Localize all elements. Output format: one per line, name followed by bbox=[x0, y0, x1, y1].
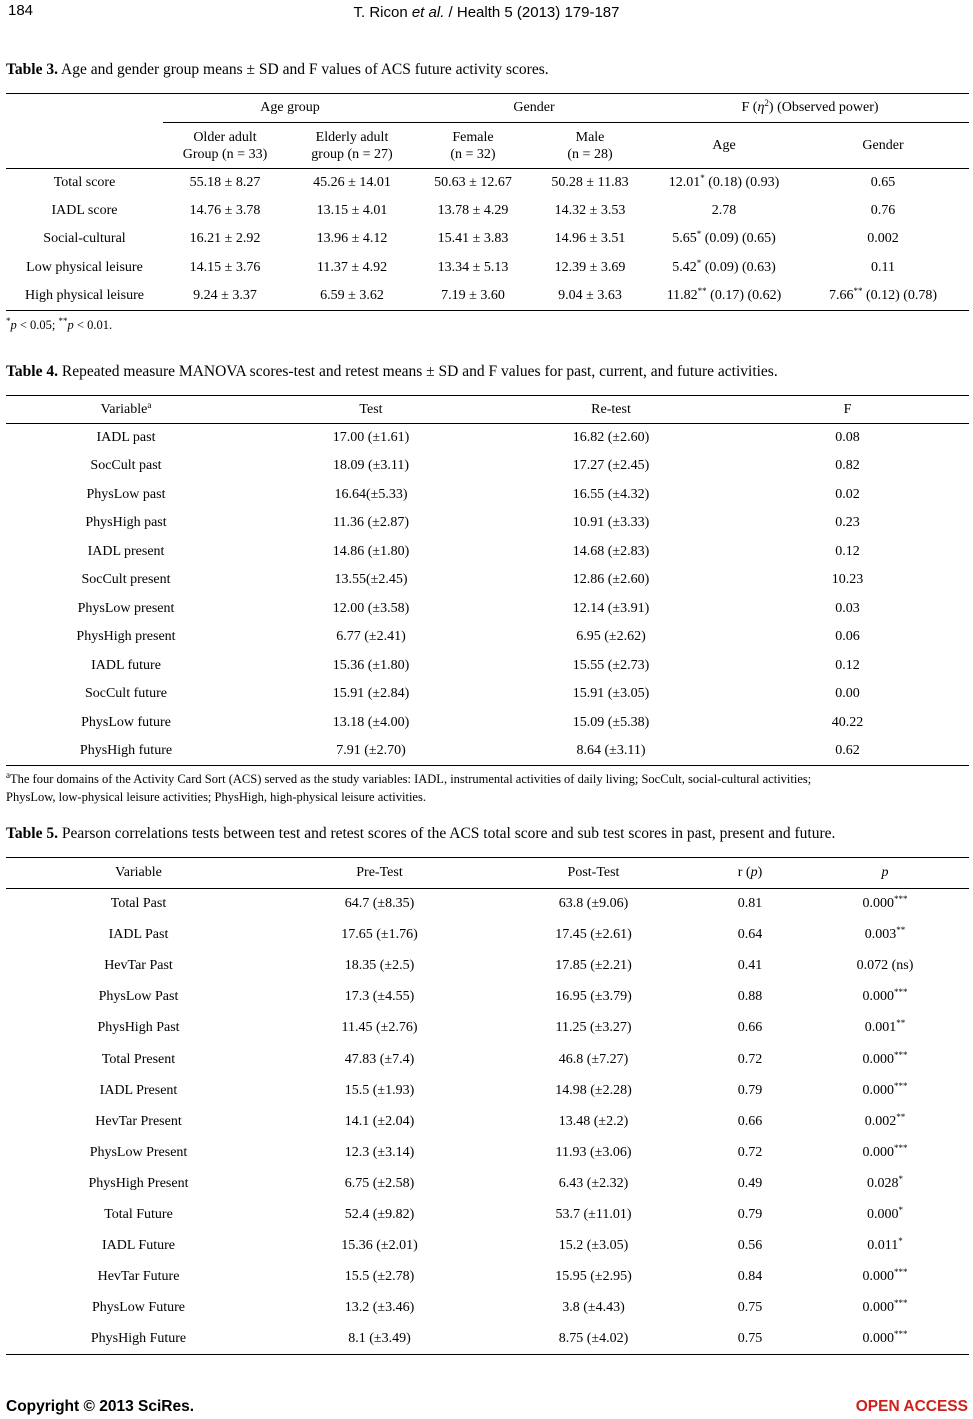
table4-caption-label: Table 4. bbox=[6, 363, 58, 380]
table3-header-elderly: Elderly adult group (n = 27) bbox=[287, 123, 417, 169]
table4-caption-text: Repeated measure MANOVA scores-test and retest means ± SD and F values for past, current, and future activities. bbox=[57, 363, 778, 380]
table5-cell-pre: 11.45 (±2.76) bbox=[341, 1020, 418, 1036]
table5-cell-pre: 18.35 (±2.5) bbox=[344, 958, 415, 974]
table3-header-gender-group: Gender bbox=[417, 94, 651, 123]
table5-cell-post: 8.75 (±4.02) bbox=[488, 1324, 699, 1355]
table5-header-variable: Variable bbox=[6, 858, 271, 889]
table5-cell-pre: 15.5 (±1.93) bbox=[344, 1082, 415, 1098]
table5-cell-pre: 17.3 (±4.55) bbox=[344, 989, 415, 1005]
running-title bbox=[0, 4, 973, 21]
table4-cell-test: 12.00 (±3.58) bbox=[332, 600, 410, 616]
table3-header-male: Male (n = 28) bbox=[529, 123, 651, 169]
table5-cell-post: 63.8 (±9.06) bbox=[558, 896, 629, 912]
table5-cell-post: 13.48 (±2.2) bbox=[558, 1113, 629, 1129]
table5-header-pre: Pre-Test bbox=[271, 858, 488, 889]
table4-cell-retest: 16.82 (±2.60) bbox=[572, 430, 650, 445]
table5-cell-p: 0.000*** bbox=[862, 1267, 908, 1285]
table-row bbox=[6, 1293, 969, 1324]
table5-cell-r: 0.72 bbox=[737, 1051, 763, 1067]
table5-cell-p: 0.000*** bbox=[862, 1080, 908, 1098]
table5-cell-post: 17.45 (±2.61) bbox=[555, 927, 632, 943]
table5-cell-post: 16.95 (±3.79) bbox=[555, 989, 632, 1005]
table4-cell-test: 15.36 (±1.80) bbox=[332, 657, 410, 673]
table5-cell-p: 0.003** bbox=[864, 925, 906, 943]
table4-cell-test: 13.18 (±4.00) bbox=[332, 714, 410, 730]
table4-cell-test: 18.09 (±3.11) bbox=[333, 458, 409, 474]
table4-cell-retest: 8.64 (±3.11) bbox=[496, 737, 726, 766]
table5-cell-variable: PhysLow Future bbox=[92, 1300, 185, 1316]
table5-cell-post: 17.85 (±2.21) bbox=[555, 958, 632, 974]
table4-cell-f: 0.12 bbox=[835, 543, 860, 559]
table5-cell-variable: PhysHigh Present bbox=[88, 1175, 189, 1191]
table4-cell-f: 0.23 bbox=[835, 515, 860, 531]
table-row bbox=[6, 920, 969, 951]
table3-caption-label: Table 3. bbox=[6, 61, 58, 78]
table5-header-p: p bbox=[801, 858, 969, 889]
table4-cell-retest: 15.09 (±5.38) bbox=[572, 714, 650, 730]
table3-header-older: Older adult Group (n = 33) bbox=[163, 123, 287, 169]
table5-caption-label: Table 5. bbox=[6, 825, 58, 842]
table3-header-female: Female (n = 32) bbox=[417, 123, 529, 169]
table5-cell-pre: 47.83 (±7.4) bbox=[344, 1051, 415, 1067]
table-row bbox=[6, 1168, 969, 1199]
table-row bbox=[6, 951, 969, 982]
table5-caption-text: Pearson correlations tests between test and retest scores of the ACS total score and sub test scores in past, present and future. bbox=[57, 825, 836, 842]
table3-header-f: F $(\eta^2)$ (Observed power) bbox=[651, 94, 969, 123]
table-row bbox=[6, 652, 969, 681]
table5-cell-r: 0.49 bbox=[737, 1175, 763, 1191]
table4-cell-variable: IADL future bbox=[91, 657, 161, 673]
table5-cell-r: 0.75 bbox=[699, 1324, 801, 1355]
table4-cell-retest: 12.14 (±3.91) bbox=[572, 600, 650, 616]
table5-cell-r: 0.79 bbox=[737, 1082, 763, 1098]
table5-cell-r: 0.56 bbox=[737, 1238, 763, 1254]
table-row bbox=[6, 538, 969, 567]
table3-footnote: *p < 0.05; **p < 0.01. bbox=[6, 316, 113, 332]
table-row bbox=[6, 509, 969, 538]
table4-cell-f: 0.06 bbox=[835, 629, 860, 645]
table-row: Total score 55.18 ± 8.27 45.26 ± 14.01 50.63 ± 12.67 50.28 ± 11.83 12.01* (0.18) (0.93) 0.65 bbox=[53, 172, 896, 190]
table5-cell-r: 0.75 bbox=[737, 1300, 763, 1316]
table4-caption bbox=[6, 363, 778, 381]
table4-cell-f: 0.82 bbox=[835, 458, 860, 474]
table4-cell-f: 0.03 bbox=[835, 600, 860, 616]
table5-cell-post: 53.7 (±11.01) bbox=[555, 1206, 632, 1222]
table-row bbox=[6, 1044, 969, 1075]
table5-cell-pre: 6.75 (±2.58) bbox=[344, 1175, 415, 1191]
table5-cell-post: 15.2 (±3.05) bbox=[558, 1238, 629, 1254]
table-row bbox=[6, 1199, 969, 1230]
table5-cell-post: 46.8 (±7.27) bbox=[558, 1051, 629, 1067]
table4-cell-f: 0.02 bbox=[835, 486, 860, 502]
table5-cell-post: 11.25 (±3.27) bbox=[555, 1020, 632, 1036]
table5-cell-pre: 13.2 (±3.46) bbox=[344, 1300, 415, 1316]
table5-cell-variable: PhysHigh Future bbox=[6, 1324, 271, 1355]
table5-cell-r: 0.72 bbox=[737, 1144, 763, 1160]
table3-header-age-group: Age group bbox=[163, 94, 417, 123]
table-row bbox=[6, 595, 969, 624]
table5-cell-variable: HevTar Present bbox=[95, 1113, 182, 1129]
table5-cell-r: 0.64 bbox=[737, 927, 763, 943]
table-row bbox=[6, 982, 969, 1013]
table-row: IADL score 14.76 ± 3.78 13.15 ± 4.01 13.78 ± 4.29 14.32 ± 3.53 2.78 0.76 bbox=[51, 202, 896, 218]
table5-cell-p: 0.000*** bbox=[862, 1298, 908, 1316]
table5-cell-post: 14.98 (±2.28) bbox=[555, 1082, 632, 1098]
table5-cell-r: 0.84 bbox=[737, 1269, 763, 1285]
table5-cell-r: 0.88 bbox=[737, 989, 763, 1005]
table5-cell-pre: 15.36 (±2.01) bbox=[341, 1238, 418, 1254]
table4-cell-variable: PhysLow future bbox=[81, 714, 171, 730]
table4-cell-variable: SocCult present bbox=[81, 572, 171, 588]
table4-cell-variable: PhysLow present bbox=[77, 600, 175, 616]
table-row: Social-cultural 16.21 ± 2.92 13.96 ± 4.12 15.41 ± 3.83 14.96 ± 3.51 5.65* (0.09) (0.65) 0.002 bbox=[43, 229, 899, 246]
page-number: 184 bbox=[8, 2, 34, 19]
running-title-prefix: T. Ricon bbox=[353, 4, 412, 21]
table4-cell-retest: 16.55 (±4.32) bbox=[572, 486, 650, 502]
table-row bbox=[6, 737, 969, 766]
table3 bbox=[6, 93, 969, 311]
table4-cell-test: 13.55(±2.45) bbox=[334, 572, 408, 588]
table-row bbox=[6, 424, 969, 453]
table4-cell-variable: IADL past bbox=[96, 430, 156, 445]
table5-cell-variable: PhysLow Past bbox=[98, 989, 179, 1005]
table-row bbox=[6, 1013, 969, 1044]
table5-cell-variable: HevTar Future bbox=[97, 1269, 180, 1285]
table5-cell-p: 0.028* bbox=[867, 1173, 903, 1191]
table5-cell-pre: 64.7 (±8.35) bbox=[344, 896, 415, 912]
table5-cell-pre: 8.1 (±3.49) bbox=[271, 1324, 488, 1355]
table5-cell-pre: 17.65 (±1.76) bbox=[341, 927, 418, 943]
table4-cell-f: 0.00 bbox=[835, 686, 860, 702]
table5 bbox=[6, 857, 969, 1355]
table4-cell-f: 40.22 bbox=[831, 714, 864, 730]
table5-cell-p: 0.000*** bbox=[862, 1049, 908, 1067]
table5-cell-p: 0.000*** bbox=[862, 1142, 908, 1160]
table-row bbox=[6, 566, 969, 595]
table5-cell-p: 0.011* bbox=[867, 1236, 903, 1254]
table5-cell-pre: 14.1 (±2.04) bbox=[344, 1113, 415, 1129]
table5-header-r: r (p) bbox=[699, 858, 801, 889]
table4-cell-f: 0.08 bbox=[835, 430, 860, 445]
open-access-label: OPEN ACCESS bbox=[855, 1398, 968, 1415]
table5-cell-post: 3.8 (±4.43) bbox=[562, 1300, 625, 1316]
table4-cell-retest: 10.91 (±3.33) bbox=[572, 515, 650, 531]
table5-cell-variable: HevTar Past bbox=[104, 958, 173, 974]
table4-cell-retest: 14.68 (±2.83) bbox=[572, 543, 650, 559]
table5-cell-p: 0.002** bbox=[864, 1111, 906, 1129]
table-row bbox=[6, 1324, 969, 1355]
table4-header-retest: Re-test bbox=[496, 396, 726, 424]
table5-cell-p: 0.001** bbox=[864, 1018, 906, 1036]
table-row bbox=[6, 709, 969, 738]
table4-cell-test: 7.91 (±2.70) bbox=[246, 737, 496, 766]
table-row bbox=[6, 680, 969, 709]
table4-header-test: Test bbox=[246, 396, 496, 424]
table3-header-gender: Gender bbox=[797, 123, 969, 169]
table-row bbox=[6, 1075, 969, 1106]
table-row bbox=[6, 1262, 969, 1293]
table5-cell-variable: Total Future bbox=[104, 1206, 173, 1222]
table5-cell-variable: IADL Future bbox=[102, 1238, 175, 1254]
table4-cell-test: 6.77 (±2.41) bbox=[336, 629, 406, 645]
table5-cell-variable: IADL Past bbox=[108, 927, 169, 943]
table5-cell-pre: 52.4 (±9.82) bbox=[344, 1206, 415, 1222]
table4-footnote: $^a$The four domains of the Activity Card Sort (ACS) served as the study variables: IADL, instrumental activities of daily living; SocCult, social-cultural activities; PhysLow, low-physical leisure activities; PhysHigh, high-physical leisure activities. bbox=[6, 770, 812, 804]
table4-cell-test: 17.00 (±1.61) bbox=[332, 430, 410, 445]
table5-cell-r: 0.79 bbox=[737, 1206, 763, 1222]
table-row bbox=[6, 1106, 969, 1137]
table5-cell-variable: PhysHigh Past bbox=[97, 1020, 180, 1036]
table-row bbox=[6, 623, 969, 652]
table5-cell-p: 0.000*** bbox=[862, 894, 908, 912]
table4-cell-variable: PhysHigh future bbox=[6, 737, 246, 766]
table5-cell-r: 0.66 bbox=[737, 1113, 763, 1129]
table4-cell-variable: SocCult past bbox=[90, 458, 162, 474]
table4-cell-variable: PhysHigh past bbox=[85, 515, 167, 531]
table5-cell-post: 11.93 (±3.06) bbox=[555, 1144, 632, 1160]
table4-cell-test: 11.36 (±2.87) bbox=[333, 515, 409, 531]
table-row: Low physical leisure 14.15 ± 3.76 11.37 ± 4.92 13.34 ± 5.13 12.39 ± 3.69 5.42* (0.09) (0.63) 0.11 bbox=[26, 257, 895, 275]
table5-cell-variable: PhysLow Present bbox=[89, 1144, 188, 1160]
table-row bbox=[6, 481, 969, 510]
table4-header-variable: Variable$^a$ bbox=[6, 396, 246, 424]
table4-cell-variable: PhysHigh present bbox=[76, 629, 176, 645]
table4-cell-variable: PhysLow past bbox=[86, 486, 166, 502]
table-row bbox=[6, 889, 969, 920]
table-row bbox=[6, 1137, 969, 1168]
table3-caption-text: Age and gender group means ± SD and F values of ACS future activity scores. bbox=[57, 61, 549, 78]
table4-cell-test: 16.64(±5.33) bbox=[334, 486, 408, 502]
table4-cell-f: 0.12 bbox=[835, 657, 860, 673]
table4-cell-retest: 15.55 (±2.73) bbox=[572, 657, 650, 673]
table4 bbox=[6, 395, 969, 766]
table4-cell-variable: IADL present bbox=[87, 543, 165, 559]
table5-cell-post: 6.43 (±2.32) bbox=[558, 1175, 629, 1191]
table5-cell-post: 15.95 (±2.95) bbox=[555, 1269, 632, 1285]
table4-cell-retest: 12.86 (±2.60) bbox=[572, 572, 650, 588]
table5-cell-r: 0.81 bbox=[737, 896, 763, 912]
table5-caption bbox=[6, 825, 835, 843]
table5-cell-p: 0.000* bbox=[867, 1204, 903, 1222]
table3-header-age: Age bbox=[651, 123, 797, 169]
table-row: High physical leisure 9.24 ± 3.37 6.59 ± 3.62 7.19 ± 3.60 9.04 ± 3.63 11.82** (0.17) (0.62) 7.66** (0.12) (0.78) bbox=[6, 282, 969, 311]
table5-header-post: Post-Test bbox=[488, 858, 699, 889]
table4-header-f: F bbox=[726, 396, 969, 424]
running-title-suffix: / Health 5 (2013) 179-187 bbox=[444, 4, 620, 21]
table-row bbox=[6, 452, 969, 481]
table5-cell-p: 0.000*** bbox=[801, 1324, 969, 1355]
table5-cell-variable: IADL Present bbox=[99, 1082, 178, 1098]
running-title-italic: et al. bbox=[411, 4, 445, 21]
table4-cell-test: 15.91 (±2.84) bbox=[332, 686, 410, 702]
table4-cell-retest: 6.95 (±2.62) bbox=[576, 629, 646, 645]
table4-cell-f: 0.62 bbox=[726, 737, 969, 766]
table5-cell-variable: Total Present bbox=[101, 1051, 176, 1067]
table4-cell-retest: 15.91 (±3.05) bbox=[572, 686, 650, 702]
table5-cell-variable: Total Past bbox=[110, 896, 167, 912]
table4-cell-retest: 17.27 (±2.45) bbox=[572, 458, 650, 474]
table5-cell-pre: 15.5 (±2.78) bbox=[344, 1269, 415, 1285]
table5-cell-pre: 12.3 (±3.14) bbox=[344, 1144, 415, 1160]
copyright-notice: Copyright © 2013 SciRes. bbox=[6, 1398, 195, 1415]
table4-cell-test: 14.86 (±1.80) bbox=[332, 543, 410, 559]
table5-cell-p: 0.072 (ns) bbox=[856, 958, 914, 974]
table3-caption bbox=[6, 61, 549, 79]
table4-cell-variable: SocCult future bbox=[84, 686, 168, 702]
table-row bbox=[6, 1231, 969, 1262]
table5-cell-p: 0.000*** bbox=[862, 987, 908, 1005]
table4-cell-f: 10.23 bbox=[831, 572, 864, 588]
table5-cell-r: 0.41 bbox=[737, 958, 763, 974]
table5-cell-r: 0.66 bbox=[737, 1020, 763, 1036]
